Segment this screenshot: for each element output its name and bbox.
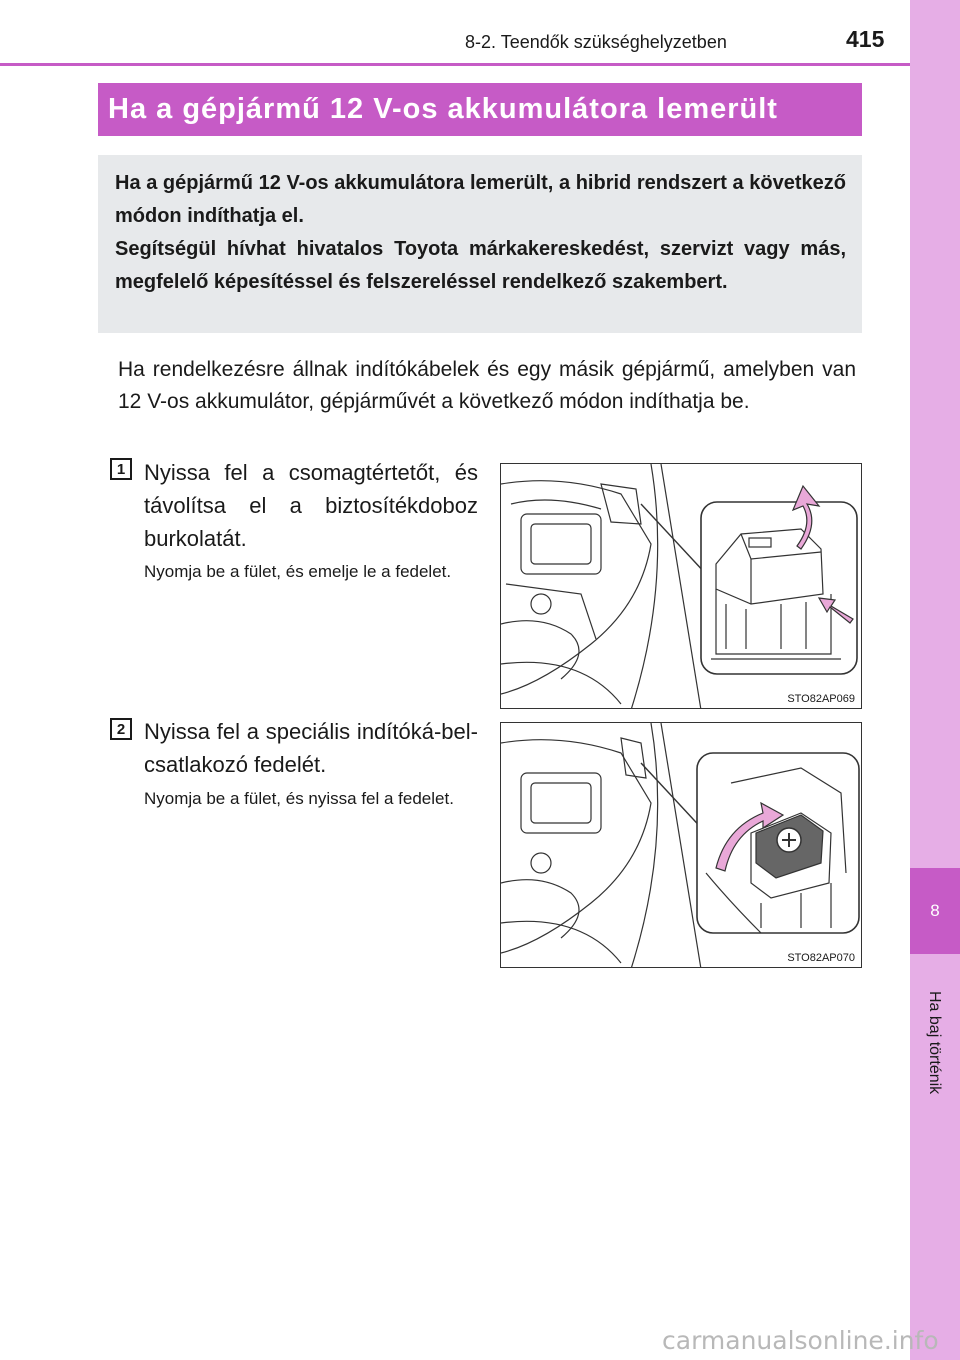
step-2-note: Nyomja be a fület, és nyissa fel a fedelet. (144, 789, 454, 808)
intro-box (98, 155, 862, 333)
step-1-figure (500, 463, 862, 709)
section-title: Ha a gépjármű 12 V-os akkumulátora lemerült (108, 93, 778, 125)
intro-line-2: Segítségül hívhat hivatalos Toyota márkakereskedést, szervizt vagy más, megfelelő képesítéssel és felszereléssel rendelkező szakembert. (115, 238, 846, 293)
intro-line-1: Ha a gépjármű 12 V-os akkumulátora lemerült, a hibrid rendszert a következő módon indíthatja el. (115, 172, 846, 227)
chapter-title-vertical (914, 968, 954, 1118)
step-2-number: 2 (110, 718, 132, 740)
step-2-title: Nyissa fel a speciális indítóká-bel-csatlakozó fedelét. (144, 719, 478, 777)
header-rule (0, 63, 910, 66)
chapter-number-badge: 8 (910, 868, 960, 954)
engine-fusebox-illustration (501, 464, 862, 709)
step-1-number: 1 (110, 458, 132, 480)
jump-start-terminal-illustration (501, 723, 862, 968)
chapter-side-tab (910, 0, 960, 1360)
step-2-figure (500, 722, 862, 968)
watermark: carmanualsonline.info (662, 1326, 939, 1355)
lead-paragraph: Ha rendelkezésre állnak indítókábelek és egy másik gépjármű, amelyben van 12 V-os akkumulátor, gépjárművét a következő módon indíthatja be. (118, 358, 856, 413)
page-number: 415 (846, 26, 885, 52)
section-header: 8-2. Teendők szükséghelyzetben (465, 32, 727, 52)
chapter-title-text: Ha baj történik (926, 991, 943, 1095)
figure-code: STO82AP069 (787, 693, 855, 705)
step-1-note: Nyomja be a fület, és emelje le a fedelet. (144, 562, 452, 581)
figure-code: STO82AP070 (787, 952, 855, 964)
section-title-bar (98, 83, 862, 136)
step-1-title: Nyissa fel a csomagtértetőt, és távolítsa el a biztosítékdoboz burkolatát. (144, 460, 478, 551)
